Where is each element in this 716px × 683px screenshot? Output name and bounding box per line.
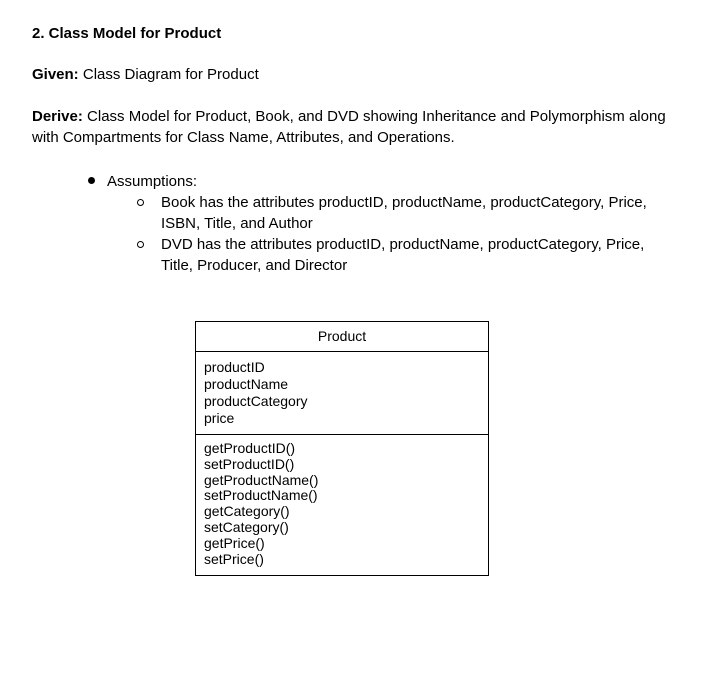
attribute: price xyxy=(204,410,235,426)
given-label: Given: xyxy=(32,66,79,83)
operation: getProductID() xyxy=(204,440,296,456)
assumptions-bullet xyxy=(88,171,197,192)
hollow-circle-bullet-icon xyxy=(137,241,144,248)
operation: setProductID() xyxy=(204,455,295,472)
section-heading: 2. Class Model for Product xyxy=(32,25,222,42)
operation: getCategory() xyxy=(204,503,290,520)
assumption-item-book xyxy=(137,192,657,234)
operation: setCategory() xyxy=(204,518,289,535)
derive-label: Derive: xyxy=(32,108,83,125)
operation: setProductName() xyxy=(204,487,318,504)
attribute: productCategory xyxy=(204,393,308,409)
class-name-compartment: Product xyxy=(196,322,488,352)
operations-compartment xyxy=(196,435,488,575)
operation: getPrice() xyxy=(204,534,265,551)
assumption-text: DVD has the attributes productID, productName, productCategory, Price, Title, Producer, and Director xyxy=(161,236,645,274)
attribute: productName xyxy=(204,376,289,392)
assumption-item-dvd xyxy=(137,234,657,276)
given-line xyxy=(32,64,259,85)
operation: getProductName() xyxy=(204,471,319,488)
assumption-text: Book has the attributes productID, productName, productCategory, Price, ISBN, Title, and Author xyxy=(161,194,647,232)
product-class-diagram xyxy=(195,321,489,576)
operation: setPrice() xyxy=(204,550,264,567)
assumptions-label: Assumptions: xyxy=(107,173,198,190)
hollow-circle-bullet-icon xyxy=(137,199,144,206)
attribute: productID xyxy=(204,359,265,375)
bullet-dot-icon xyxy=(88,177,95,184)
derive-paragraph xyxy=(32,106,682,148)
derive-text: Class Model for Product, Book, and DVD showing Inheritance and Polymorphism along with Compartments for Class Name, Attributes, and Operations. xyxy=(32,108,666,146)
given-text: Class Diagram for Product xyxy=(78,66,259,83)
attributes-compartment xyxy=(196,352,488,435)
